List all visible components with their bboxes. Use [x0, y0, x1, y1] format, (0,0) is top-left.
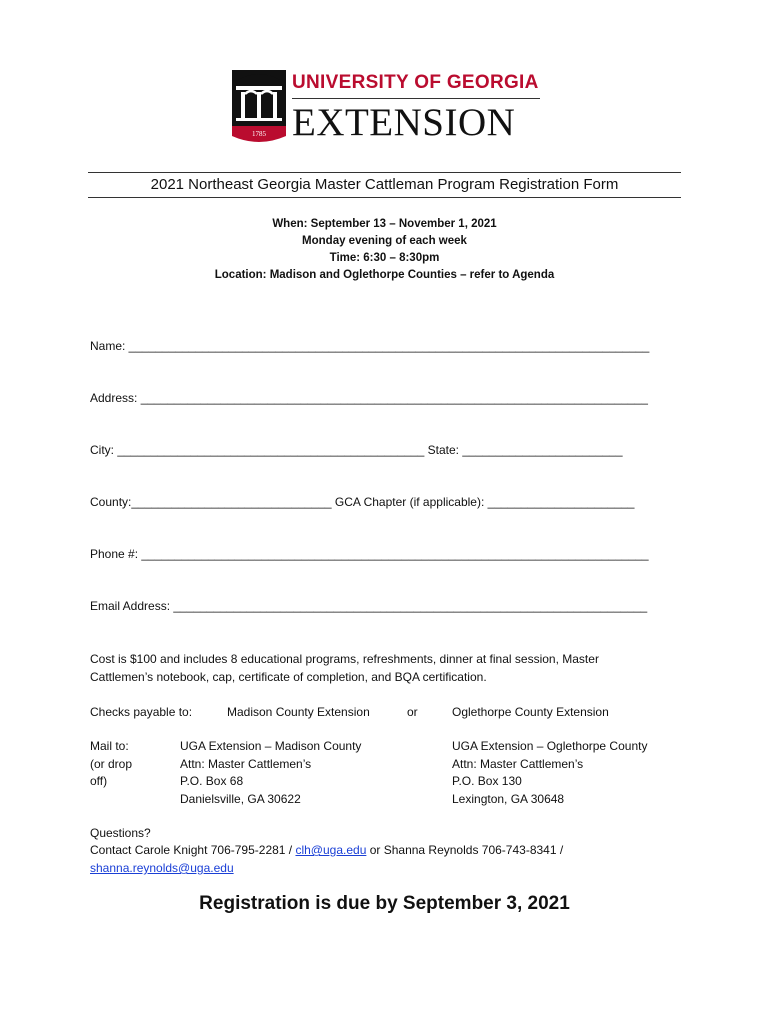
email-link-clh[interactable]: clh@uga.edu	[295, 843, 367, 857]
county-chapter-field[interactable]: County:______________________________ GCA Chapter (if applicable): ______________________	[90, 495, 635, 509]
oglethorpe-address-line-1: UGA Extension – Oglethorpe County	[452, 739, 648, 753]
address-field[interactable]: Address: ____________________________________________________________________________	[90, 391, 648, 405]
event-time: Time: 6:30 – 8:30pm	[329, 252, 440, 264]
madison-address-line-2: Attn: Master Cattlemen’s	[180, 757, 312, 771]
title-top-rule	[88, 172, 681, 173]
email-link-shanna[interactable]: shanna.reynolds@uga.edu	[90, 861, 234, 875]
phone-field[interactable]: Phone #: ____________________________________________________________________________	[90, 547, 649, 561]
logo-divider	[292, 98, 540, 99]
oglethorpe-address-line-2: Attn: Master Cattlemen’s	[452, 757, 584, 771]
name-field[interactable]: Name: ______________________________________________________________________________	[90, 339, 650, 353]
logo-extension: EXTENSION	[292, 101, 516, 144]
questions-email-line	[90, 859, 234, 877]
cost-line-2: Cattlemen’s notebook, cap, certificate of completion, and BQA certification.	[90, 670, 487, 684]
questions-contact-line	[90, 841, 563, 859]
email-field[interactable]: Email Address: _______________________________________________________________________	[90, 599, 648, 613]
uga-extension-logo	[232, 70, 544, 144]
oglethorpe-address-line-4: Lexington, GA 30648	[452, 792, 565, 806]
questions-heading: Questions?	[90, 826, 151, 840]
contact-shanna: or Shanna Reynolds 706-743-8341 /	[366, 843, 564, 857]
madison-address-line-3: P.O. Box 68	[180, 774, 244, 788]
mail-label-2: (or drop	[90, 757, 133, 771]
title-bottom-rule	[88, 197, 681, 198]
checks-or: or	[407, 705, 418, 719]
contact-carole: Contact Carole Knight 706-795-2281 /	[90, 843, 296, 857]
checks-option-madison: Madison County Extension	[227, 705, 370, 719]
event-when: When: September 13 – November 1, 2021	[272, 218, 497, 230]
checks-option-oglethorpe: Oglethorpe County Extension	[452, 705, 609, 719]
cost-line-1: Cost is $100 and includes 8 educational programs, refreshments, dinner at final session, Master	[90, 652, 599, 666]
form-title: 2021 Northeast Georgia Master Cattleman Program Registration Form	[150, 176, 619, 193]
mail-label-1: Mail to:	[90, 739, 129, 753]
madison-address-line-4: Danielsville, GA 30622	[180, 792, 301, 806]
seal-year: 1785	[252, 130, 266, 138]
mail-label-3: off)	[90, 774, 108, 788]
logo-university-name: UNIVERSITY OF GEORGIA	[292, 72, 539, 93]
event-location: Location: Madison and Oglethorpe Counties – refer to Agenda	[214, 269, 555, 281]
event-day: Monday evening of each week	[302, 235, 467, 247]
madison-address-line-1: UGA Extension – Madison County	[180, 739, 362, 753]
registration-due-date: Registration is due by September 3, 2021	[199, 893, 570, 914]
checks-label: Checks payable to:	[90, 705, 193, 719]
city-state-field[interactable]: City: ______________________________________________ State: ________________________	[90, 443, 623, 457]
uga-arch-seal-icon	[232, 70, 286, 144]
oglethorpe-address-line-3: P.O. Box 130	[452, 774, 522, 788]
